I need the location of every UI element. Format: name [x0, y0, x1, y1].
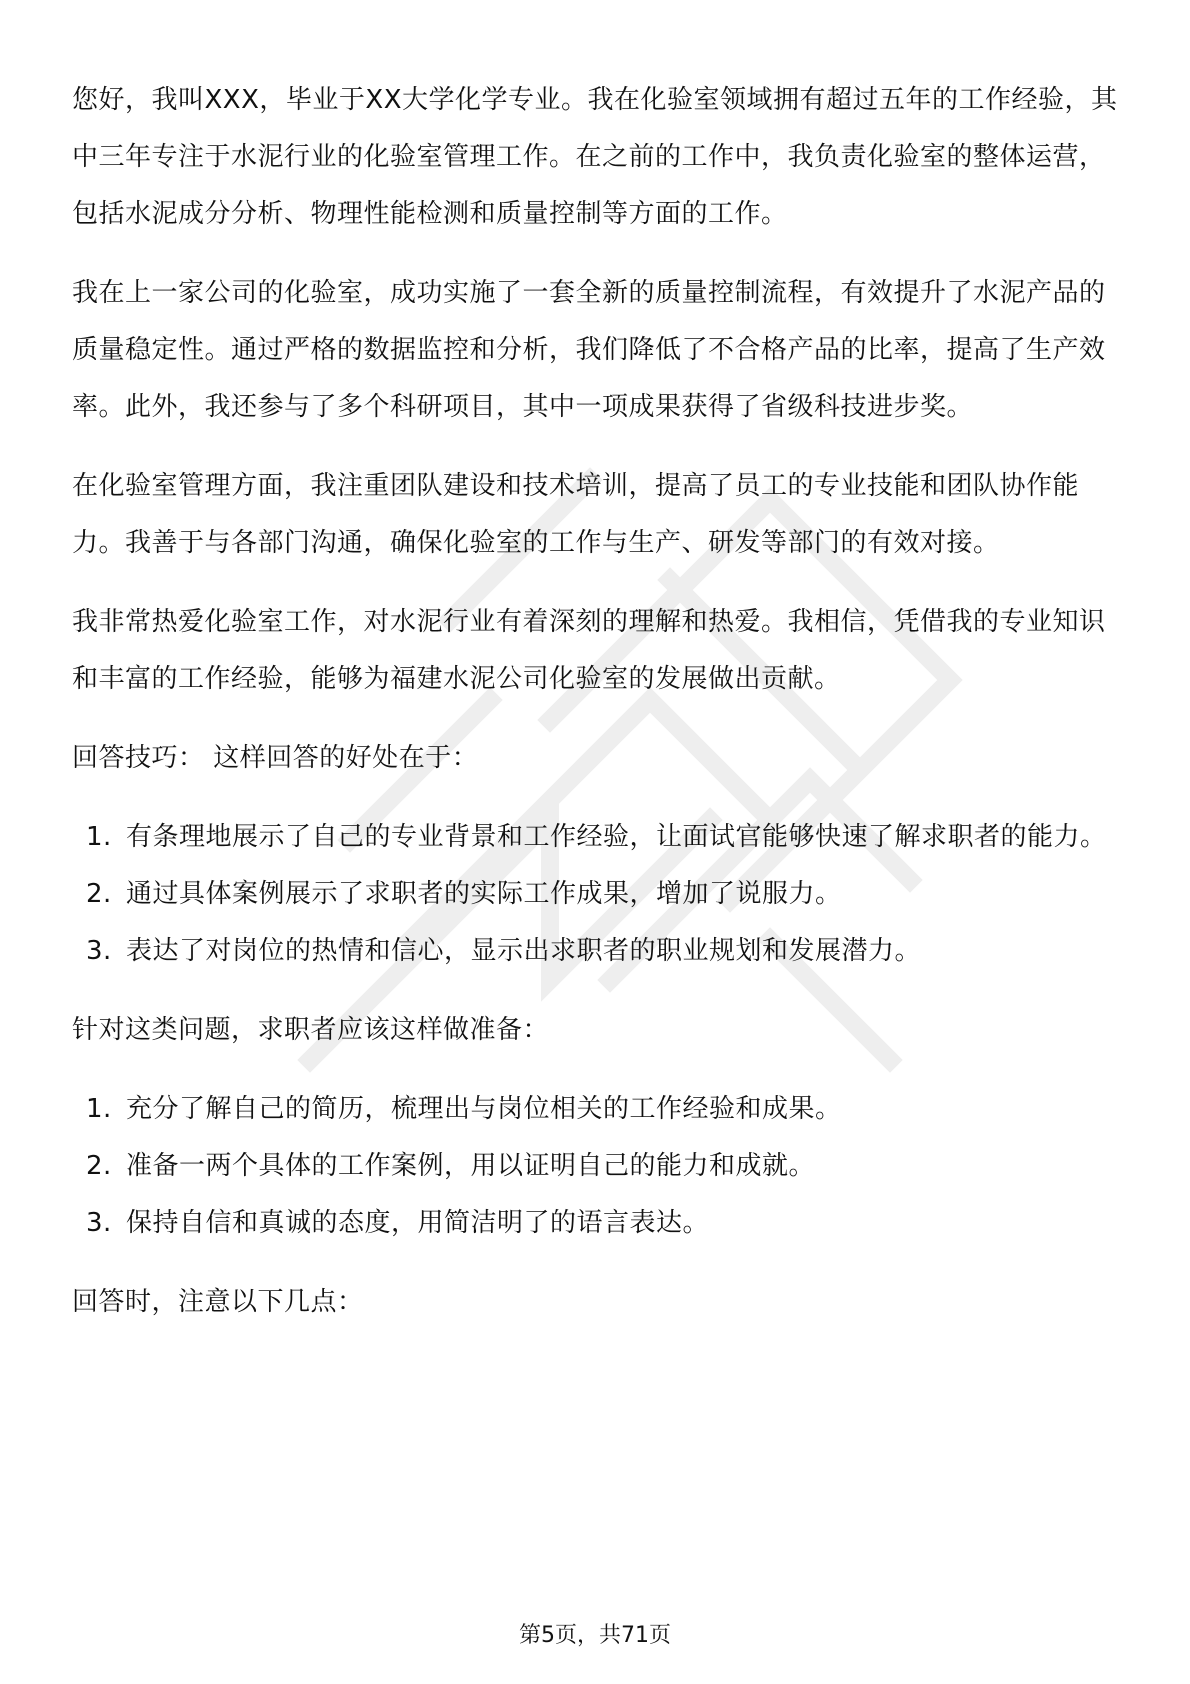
list-item-number: 3. — [86, 1208, 112, 1238]
list-item-text: 表达了对岗位的热情和信心，显示出求职者的职业规划和发展潜力。 — [126, 936, 922, 966]
list-item — [72, 1195, 1120, 1252]
list-item-number: 1. — [86, 1094, 112, 1124]
list-item-number: 1. — [86, 822, 112, 852]
list-item-number: 3. — [86, 936, 112, 966]
tips-label: 回答技巧： 这样回答的好处在于： — [72, 743, 479, 773]
page-number: 第5页，共71页 — [519, 1623, 671, 1648]
notes-label: 回答时，注意以下几点： — [72, 1287, 364, 1317]
paragraph-achievements: 我在上一家公司的化验室，成功实施了一套全新的质量控制流程，有效提升了水泥产品的质量稳定性。通过严格的数据监控和分析，我们降低了不合格产品的比率，提高了生产效率。此外，我还参与了多个科研项目，其中一项成果获得了省级科技进步奖。 — [72, 278, 1106, 422]
list-item-number: 2. — [86, 879, 112, 909]
list-item — [72, 1138, 1120, 1195]
paragraph-management: 在化验室管理方面，我注重团队建设和技术培训，提高了员工的专业技能和团队协作能力。我善于与各部门沟通，确保化验室的工作与生产、研发等部门的有效对接。 — [72, 471, 1080, 558]
list-item-text: 保持自信和真诚的态度，用简洁明了的语言表达。 — [126, 1208, 710, 1238]
paragraph-intro: 您好，我叫XXX，毕业于XX大学化学专业。我在化验室领域拥有超过五年的工作经验，其中三年专注于水泥行业的化验室管理工作。在之前的工作中，我负责化验室的整体运营，包括水泥成分分析、物理性能检测和质量控制等方面的工作。 — [72, 85, 1118, 229]
tips-list — [72, 809, 1120, 980]
list-item — [72, 1081, 1120, 1138]
list-item — [72, 866, 1120, 923]
list-item — [72, 923, 1120, 980]
prep-list — [72, 1081, 1120, 1252]
list-item — [72, 809, 1120, 866]
list-item-number: 2. — [86, 1151, 112, 1181]
list-item-text: 准备一两个具体的工作案例，用以证明自己的能力和成就。 — [126, 1151, 816, 1181]
list-item-text: 充分了解自己的简历，梳理出与岗位相关的工作经验和成果。 — [126, 1094, 842, 1124]
paragraph-passion: 我非常热爱化验室工作，对水泥行业有着深刻的理解和热爱。我相信，凭借我的专业知识和丰富的工作经验，能够为福建水泥公司化验室的发展做出贡献。 — [72, 607, 1106, 694]
document-body — [72, 72, 1120, 1353]
list-item-text: 通过具体案例展示了求职者的实际工作成果，增加了说服力。 — [126, 879, 842, 909]
prep-label: 针对这类问题，求职者应该这样做准备： — [72, 1015, 550, 1045]
list-item-text: 有条理地展示了自己的专业背景和工作经验，让面试官能够快速了解求职者的能力。 — [126, 822, 1107, 852]
